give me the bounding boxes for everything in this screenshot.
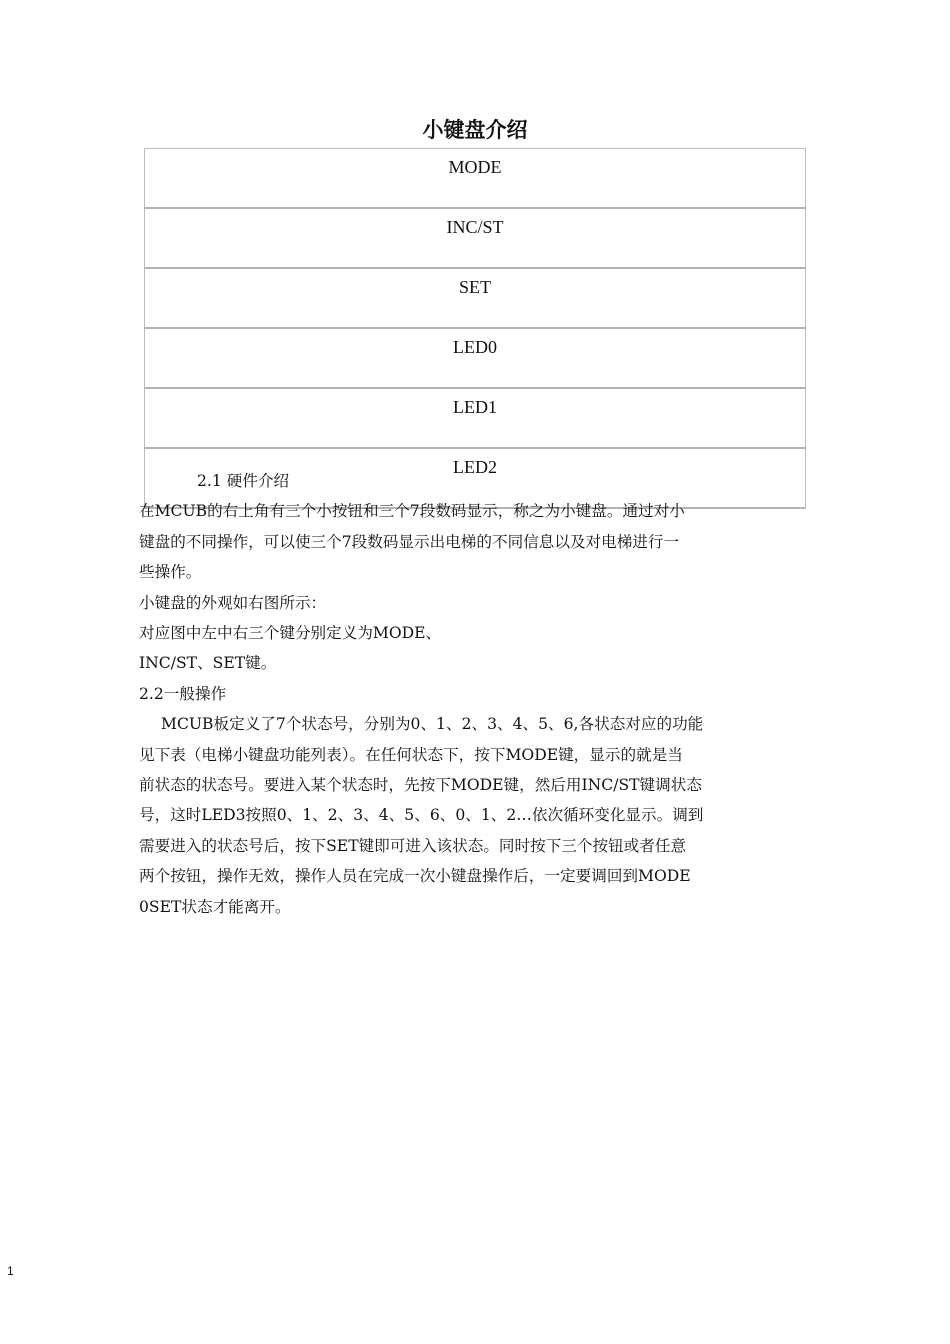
paragraph-line: 见下表（电梯小键盘功能列表）。在任何状态下，按下MODE键，显示的就是当 bbox=[139, 745, 683, 764]
paragraph-line: 小键盘的外观如右图所示： bbox=[139, 593, 327, 612]
table-row bbox=[145, 388, 806, 448]
table-row bbox=[145, 328, 806, 388]
paragraph-line: 在MCUB的右上角有三个小按钮和三个7段数码显示，称之为小键盘。通过对小 bbox=[139, 502, 685, 521]
paragraph-line: 前状态的状态号。要进入某个状态时，先按下MODE键，然后用INC/ST键调状态 bbox=[139, 776, 702, 795]
section-heading-2-1: 2.1 硬件介绍 bbox=[197, 472, 290, 490]
key-cell-mode: MODE bbox=[145, 149, 806, 209]
paragraph-line: 键盘的不同操作，可以使三个7段数码显示出电梯的不同信息以及对电梯进行一 bbox=[139, 532, 680, 551]
key-cell-led0: LED0 bbox=[145, 328, 806, 388]
paragraph-line: INC/ST、SET键。 bbox=[139, 654, 277, 673]
paragraph-line: 需要进入的状态号后，按下SET键即可进入该状态。同时按下三个按钮或者任意 bbox=[139, 836, 687, 855]
table-row bbox=[145, 208, 806, 268]
section-heading-2-2: 2.2一般操作 bbox=[139, 684, 227, 703]
table-row bbox=[145, 268, 806, 328]
page-number: 1 bbox=[7, 1264, 14, 1278]
key-cell-set: SET bbox=[145, 268, 806, 328]
table-row bbox=[145, 149, 806, 209]
body-text bbox=[139, 466, 809, 922]
page-title: 小键盘介绍 bbox=[422, 118, 528, 142]
keypad-table bbox=[144, 148, 806, 509]
key-cell-led2: LED2 bbox=[145, 448, 806, 508]
paragraph-line: MCUB板定义了7个状态号，分别为0、1、2、3、4、5、6,各状态对应的功能 bbox=[161, 715, 704, 734]
paragraph-line: 对应图中左中右三个键分别定义为MODE、 bbox=[139, 624, 442, 643]
key-cell-inc-st: INC/ST bbox=[145, 208, 806, 268]
paragraph-line: 两个按钮，操作无效，操作人员在完成一次小键盘操作后，一定要调回到MODE bbox=[139, 867, 691, 886]
paragraph-line: 些操作。 bbox=[139, 563, 202, 582]
paragraph-line: 0SET状态才能离开。 bbox=[139, 897, 291, 916]
paragraph-line: 号，这时LED3按照0、1、2、3、4、5、6、0、1、2…依次循环变化显示。调到 bbox=[139, 806, 704, 825]
key-cell-led1: LED1 bbox=[145, 388, 806, 448]
